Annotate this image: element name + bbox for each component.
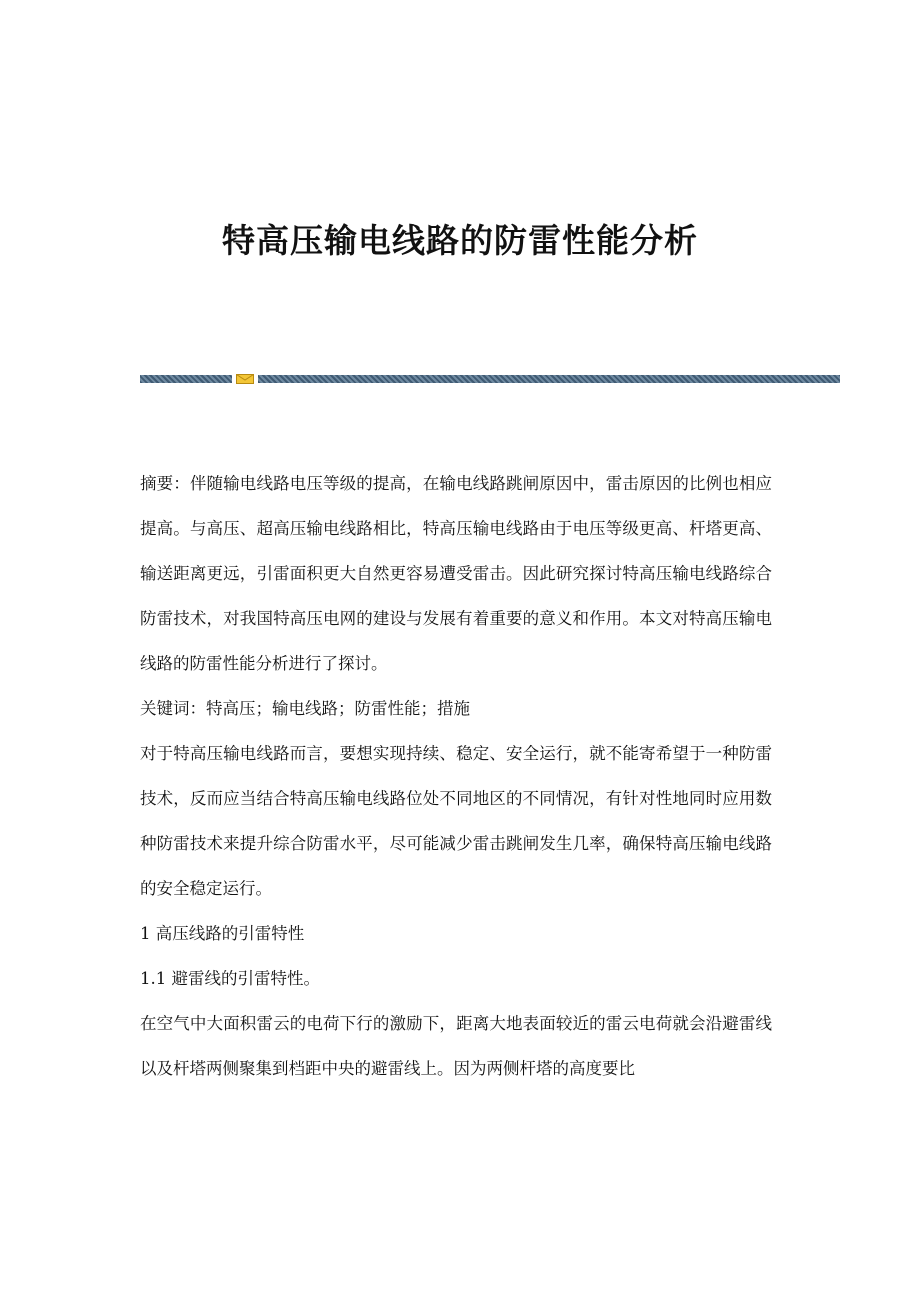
envelope-icon (236, 374, 254, 384)
section-heading: 1 高压线路的引雷特性 (140, 924, 305, 943)
divider-bar-right (258, 375, 840, 383)
divider-bar-left (140, 375, 232, 383)
subsection-heading: 1.1 避雷线的引雷特性。 (140, 969, 320, 988)
intro-paragraph: 对于特高压输电线路而言，要想实现持续、稳定、安全运行，就不能寄希望于一种防雷技术，反而应当结合特高压输电线路位处不同地区的不同情况，有针对性地同时应用数种防雷技术来提升综合防雷水平，尽可能减少雷击跳闸发生几率，确保特高压输电线路的安全稳定运行。 (140, 744, 772, 898)
subsection-paragraph: 在空气中大面积雷云的电荷下行的激励下，距离大地表面较近的雷云电荷就会沿避雷线以及杆塔两侧聚集到档距中央的避雷线上。因为两侧杆塔的高度要比 (140, 1014, 772, 1078)
document-body (140, 461, 772, 1091)
abstract-text: 伴随输电线路电压等级的提高，在输电线路跳闸原因中，雷击原因的比例也相应提高。与高压、超高压输电线路相比，特高压输电线路由于电压等级更高、杆塔更高、输送距离更远，引雷面积更大自然更容易遭受雷击。因此研究探讨特高压输电线路综合防雷技术，对我国特高压电网的建设与发展有着重要的意义和作用。本文对特高压输电线路的防雷性能分析进行了探讨。 (140, 474, 773, 673)
page-title: 特高压输电线路的防雷性能分析 (222, 221, 698, 260)
keywords-paragraph (140, 686, 772, 731)
abstract-paragraph (140, 461, 772, 686)
title-divider (140, 374, 840, 384)
keywords-label: 关键词： (140, 699, 206, 718)
keywords-text: 特高压；输电线路；防雷性能；措施 (206, 699, 470, 718)
abstract-label: 摘要： (140, 474, 190, 493)
